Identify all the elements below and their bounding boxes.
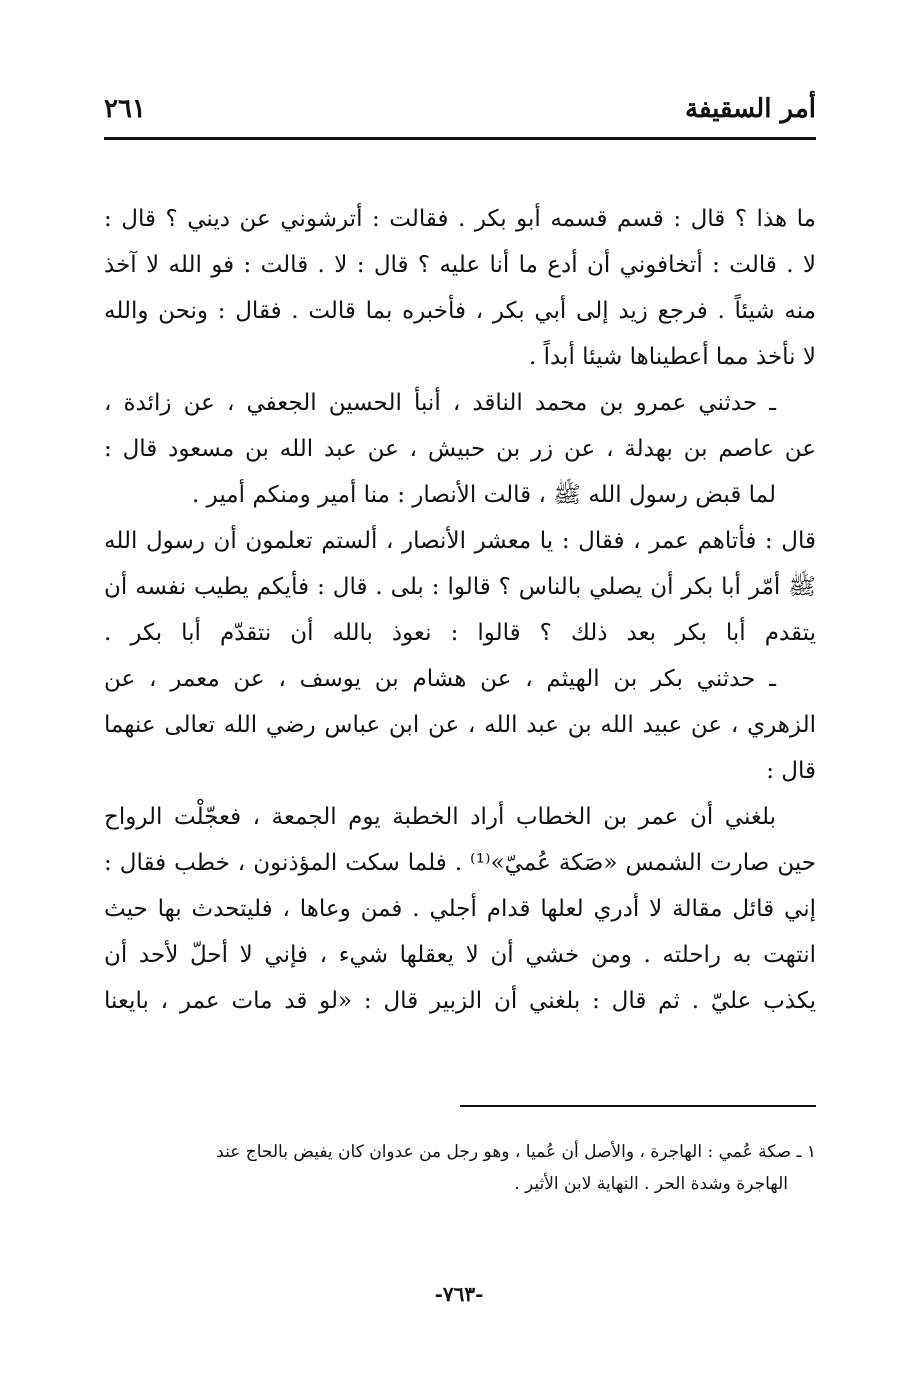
page-header	[104, 88, 816, 136]
text-line: ما هذا ؟ قال : قسم قسمه أبو بكر . فقالت : أترشوني عن ديني ؟ قال :	[104, 206, 816, 232]
text-line: ـ حدثني عمرو بن محمد الناقد ، أنبأ الحسين الجعفي ، عن زائدة ،	[104, 390, 776, 416]
text-line: لا نأخذ مما أعطيناها شيئا أبداً .	[528, 344, 816, 370]
text-line: حين صارت الشمس «صَكة عُميّ»⁽¹⁾ . فلما سكت المؤذنون ، خطب فقال :	[104, 850, 816, 876]
text-line: قال :	[766, 758, 816, 784]
text-line: عن عاصم بن بهدلة ، عن زر بن حبيش ، عن عبد الله بن مسعود قال :	[104, 436, 816, 462]
footnote-rule	[460, 1105, 816, 1107]
text-line: بلغني أن عمر بن الخطاب أراد الخطبة يوم الجمعة ، فعجّلْت الرواح	[104, 804, 777, 830]
folio-number: -٧٦٣-	[434, 1282, 484, 1306]
text-line: يتقدم أبا بكر بعد ذلك ؟ قالوا : نعوذ بالله أن نتقدّم أبا بكر .	[104, 620, 816, 646]
text-line: ـ حدثني بكر بن الهيثم ، عن هشام بن يوسف ، عن معمر ، عن	[104, 666, 776, 692]
text-line: منه شيئاً . فرجع زيد إلى أبي بكر ، فأخبره بما قالت . فقال : ونحن والله	[104, 298, 816, 324]
text-line: إني قائل مقالة لا أدري لعلها قدام أجلي . فمن وعاها ، فليتحدث بها حيث	[104, 896, 816, 922]
footnote	[104, 1136, 816, 1200]
text-line: انتهت به راحلته . ومن خشي أن لا يعقلها شيء ، فإني لا أحلّ لأحد أن	[104, 942, 816, 968]
text-line: الزهري ، عن عبيد الله بن عبد الله ، عن ابن عباس رضي الله تعالى عنهما	[104, 712, 816, 738]
text-line: ﷺ أمّر أبا بكر أن يصلي بالناس ؟ قالوا : بلى . قال : فأيكم يطيب نفسه أن	[104, 574, 816, 600]
header-rule	[104, 137, 816, 140]
footnote-line: الهاجرة وشدة الحر . النهاية لابن الأثير .	[514, 1174, 788, 1194]
running-title: أمر السقيفة	[685, 94, 816, 124]
text-line: لما قبض رسول الله ﷺ ، قالت الأنصار : منا أمير ومنكم أمير .	[192, 482, 776, 508]
main-text	[104, 196, 816, 1024]
header-page-number: ٢٦١	[104, 94, 146, 124]
footnote-line: ١ ـ صكة عُمي : الهاجرة ، والأصل أن عُميا ، وهو رجل من عدوان كان يفيض بالحاج عند	[216, 1142, 816, 1162]
text-line: يكذب عليّ . ثم قال : بلغني أن الزبير قال : «لو قد مات عمر ، بايعنا	[104, 988, 816, 1014]
text-line: لا . قالت : أتخافوني أن أدع ما أنا عليه ؟ قال : لا . قالت : فو الله لا آخذ	[104, 252, 816, 278]
text-line: قال : فأتاهم عمر ، فقال : يا معشر الأنصار ، ألستم تعلمون أن رسول الله	[104, 528, 816, 554]
